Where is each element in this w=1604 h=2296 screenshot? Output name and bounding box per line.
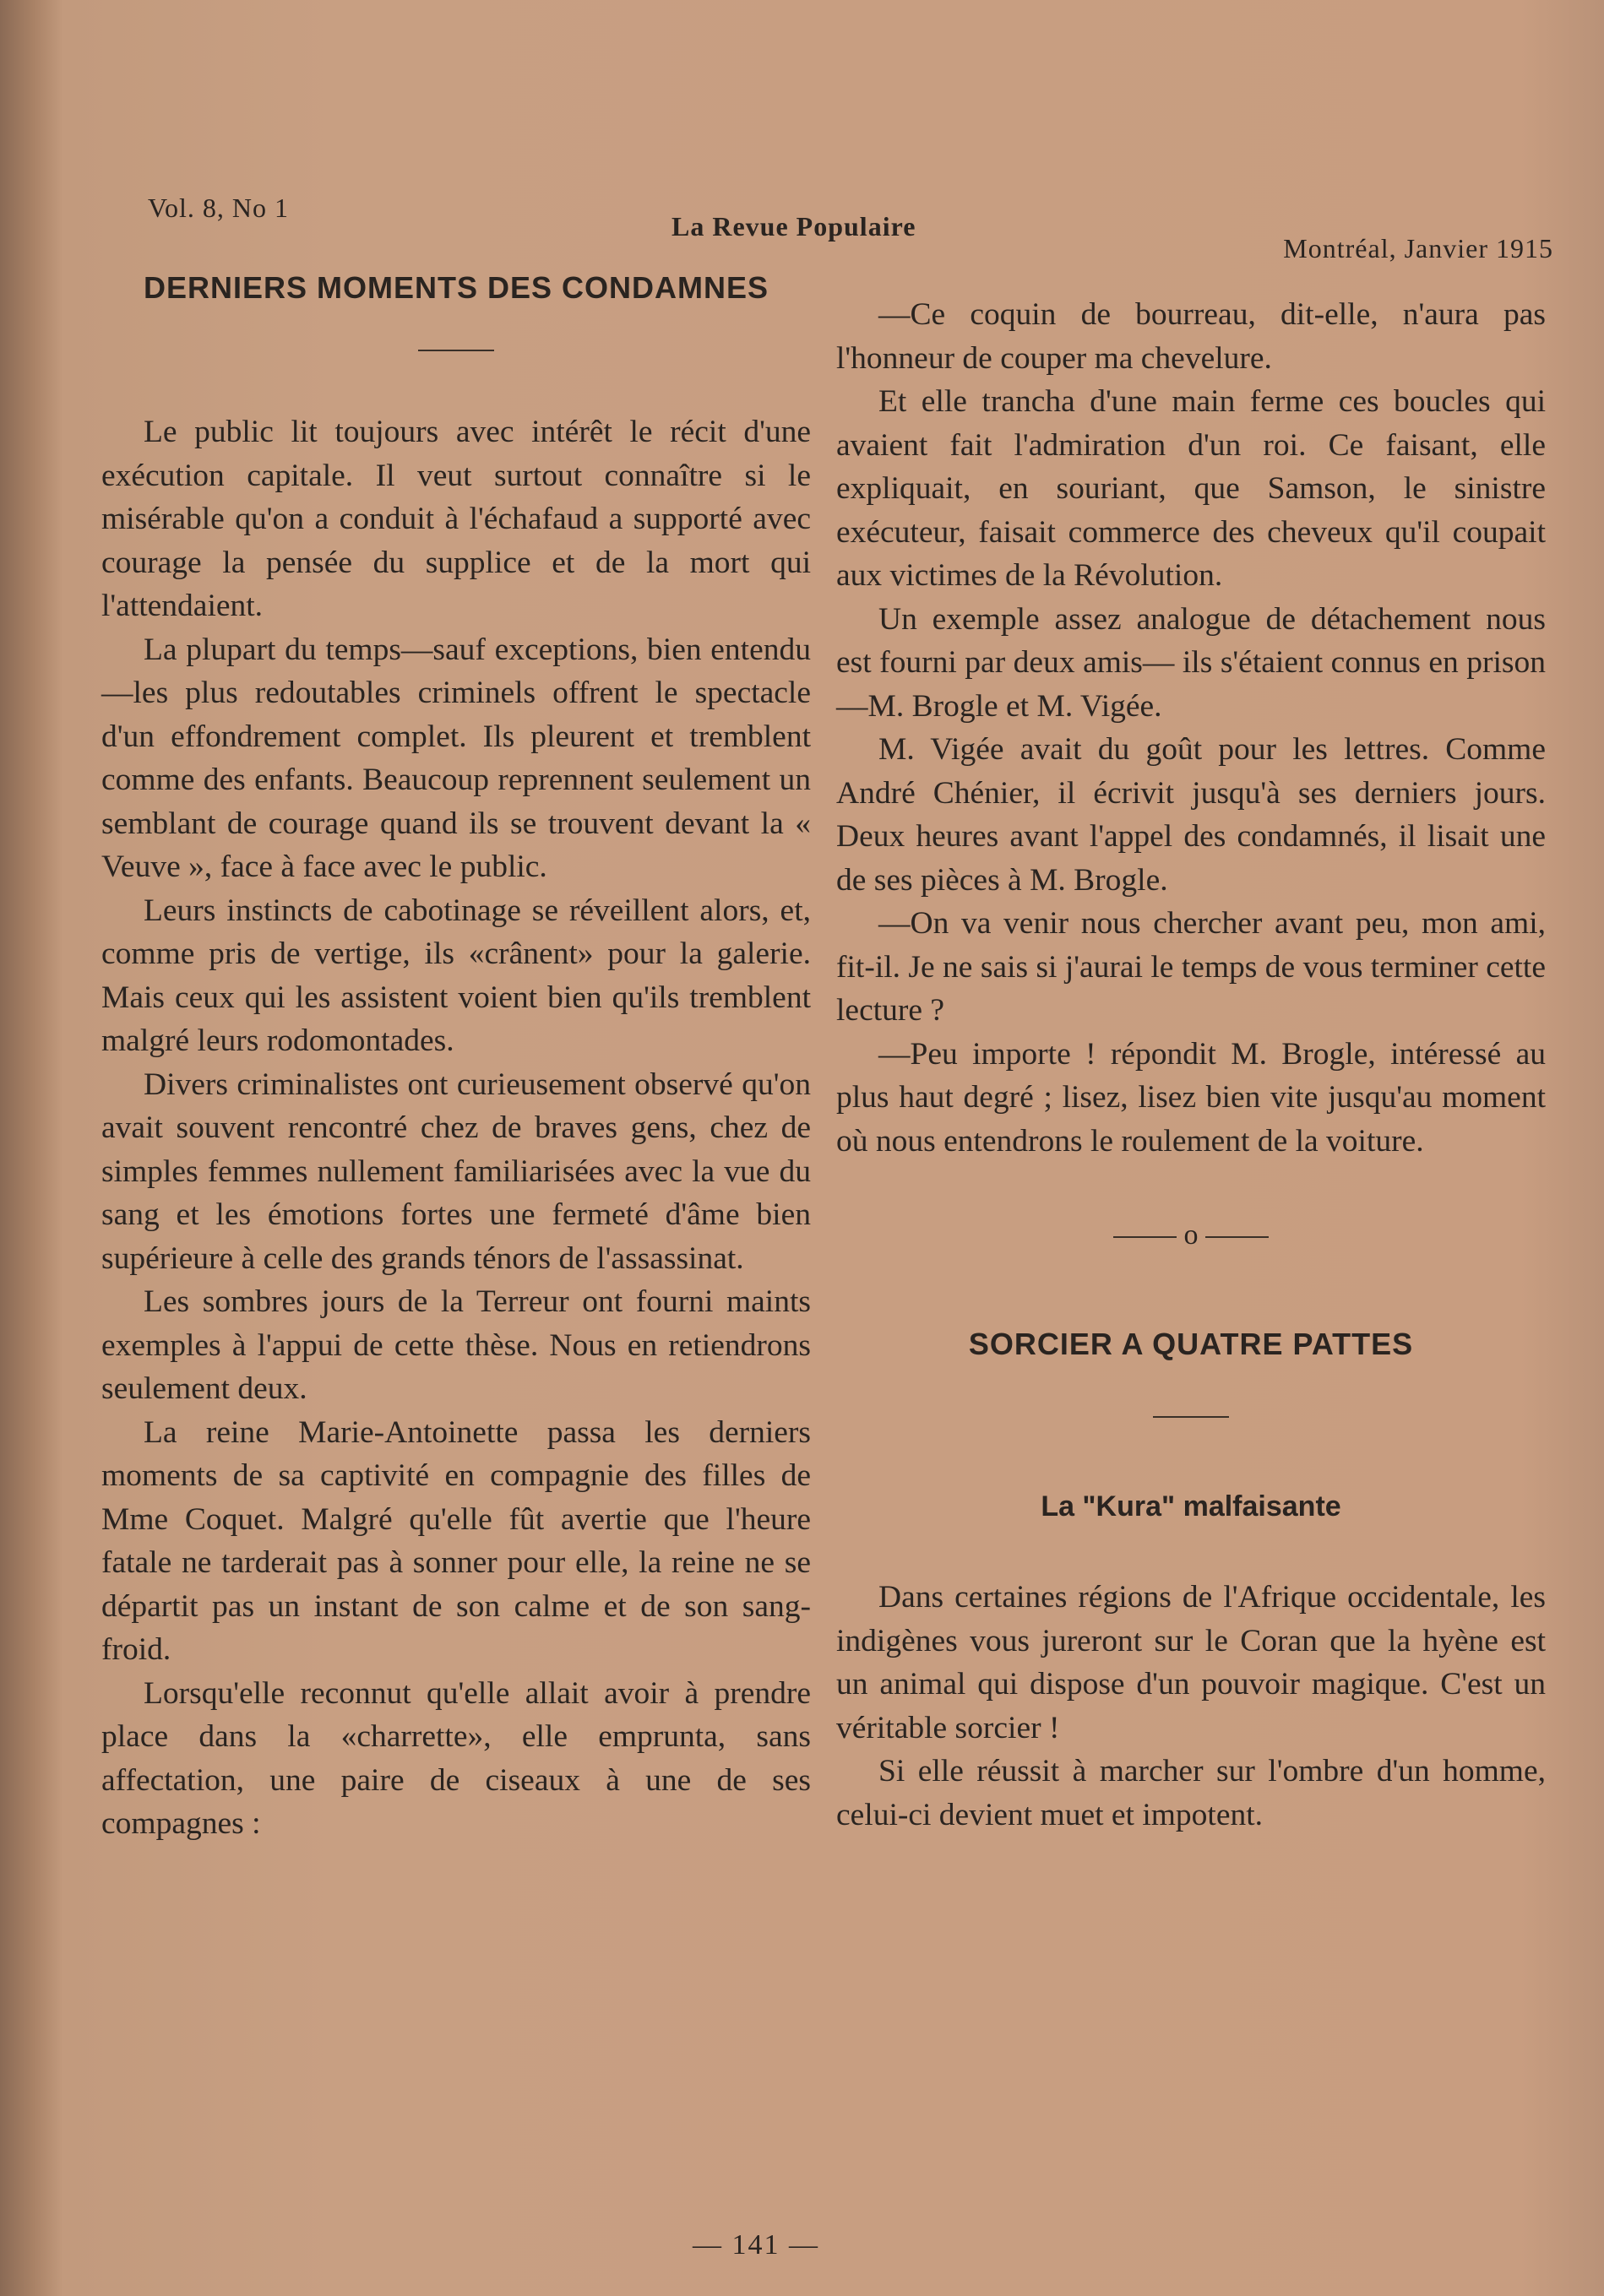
paragraph: Et elle trancha d'une main ferme ces boucles qui avaient fait l'admiration d'un roi. Ce faisant, elle expliquait, en souriant, que Samson, le sinistre exécuteur, faisait commerce des cheveux qu'il coupait aux victimes de la Révolution. bbox=[836, 384, 1546, 593]
paragraph: —Peu importe ! répondit M. Brogle, intéressé au plus haut degré ; lisez, lisez bien vite jusqu'au moment où nous entendrons le roulement de la voiture. bbox=[836, 1036, 1546, 1159]
paragraph: Dans certaines régions de l'Afrique occidentale, les indigènes vous jureront sur le Coran que la hyène est un animal qui dispose d'un pouvoir magique. C'est un véritable sorcier ! bbox=[836, 1580, 1546, 1745]
paragraph: Divers criminalistes ont curieusement observé qu'on avait souvent rencontré chez de braves gens, chez de simples femmes nullement familiarisées avec la vue du sang et les émotions fortes une fermeté d'âme bien supérieure à celle des grands ténors de l'assassinat. bbox=[101, 1067, 811, 1276]
volume-number: Vol. 8, No 1 bbox=[148, 193, 289, 223]
paragraph: M. Vigée avait du goût pour les lettres. Comme André Chénier, il écrivit jusqu'à ses derniers jours. Deux heures avant l'appel des condamnés, il lisait une de ses pièces à M. Brogle. bbox=[836, 732, 1546, 898]
right-column bbox=[836, 293, 1546, 1837]
publication-title: La Revue Populaire bbox=[672, 211, 916, 242]
paragraph: Lorsqu'elle reconnut qu'elle allait avoir à prendre place dans la «charrette», elle emprunta, sans affectation, une paire de ciseaux à une de ses compagnes : bbox=[101, 1675, 811, 1841]
paragraph: Les sombres jours de la Terreur ont fourni maints exemples à l'appui de cette thèse. Nous en retiendrons seulement deux. bbox=[101, 1284, 811, 1406]
paragraph: La plupart du temps—sauf exceptions, bien entendu—les plus redoutables criminels offrent le spectacle d'un effondrement complet. Ils pleurent et tremblent comme des enfants. Beaucoup reprennent seulement un semblant de courage quand ils se trouvent devant la « Veuve », face à face avec le public. bbox=[101, 632, 811, 884]
paragraph: Leurs instincts de cabotinage se réveillent alors, et, comme pris de vertige, ils «crânent» pour la galerie. Mais ceux qui les assistent voient bien qu'ils tremblent malgré leurs rodomontades. bbox=[101, 893, 811, 1058]
separator-line bbox=[1205, 1236, 1269, 1238]
paragraph: La reine Marie-Antoinette passa les derniers moments de sa captivité en compagnie des filles de Mme Coquet. Malgré qu'elle fût avertie que l'heure fatale ne tarderait pas à sonner pour elle, la reine ne se départit pas un instant de son calme et de son sang-froid. bbox=[101, 1414, 811, 1667]
article-subtitle: La "Kura" malfaisante bbox=[1041, 1490, 1341, 1523]
separator-line bbox=[1113, 1236, 1177, 1238]
article-title: SORCIER A QUATRE PATTES bbox=[968, 1326, 1414, 1361]
paragraph: —On va venir nous chercher avant peu, mon ami, fit-il. Je ne sais si j'aurai le temps de vous terminer cette lecture ? bbox=[836, 906, 1546, 1028]
paragraph: Un exemple assez analogue de détachement nous est fourni par deux amis— ils s'étaient connus en prison—M. Brogle et M. Vigée. bbox=[836, 601, 1546, 724]
title-rule bbox=[418, 350, 494, 351]
paragraph: Si elle réussit à marcher sur l'ombre d'un homme, celui-ci devient muet et impotent. bbox=[836, 1754, 1546, 1832]
issue-date: Montréal, Janvier 1915 bbox=[1283, 233, 1553, 263]
page-number: — 141 — bbox=[693, 2229, 819, 2261]
title-rule bbox=[1153, 1416, 1229, 1418]
page-header bbox=[148, 193, 1553, 263]
paragraph: —Ce coquin de bourreau, dit-elle, n'aura pas l'honneur de couper ma chevelure. bbox=[836, 297, 1546, 376]
section-separator bbox=[836, 1213, 1546, 1257]
separator-mark: o bbox=[1183, 1219, 1199, 1251]
left-column bbox=[101, 269, 811, 1846]
paragraph: Le public lit toujours avec intérêt le récit d'une exécution capitale. Il veut surtout connaître si le misérable qu'on a conduit à l'échafaud a supporté avec courage la pensée du supplice et de la mort qui l'attendaient. bbox=[101, 415, 811, 623]
article-title: DERNIERS MOMENTS DES CONDAMNES bbox=[143, 270, 769, 305]
